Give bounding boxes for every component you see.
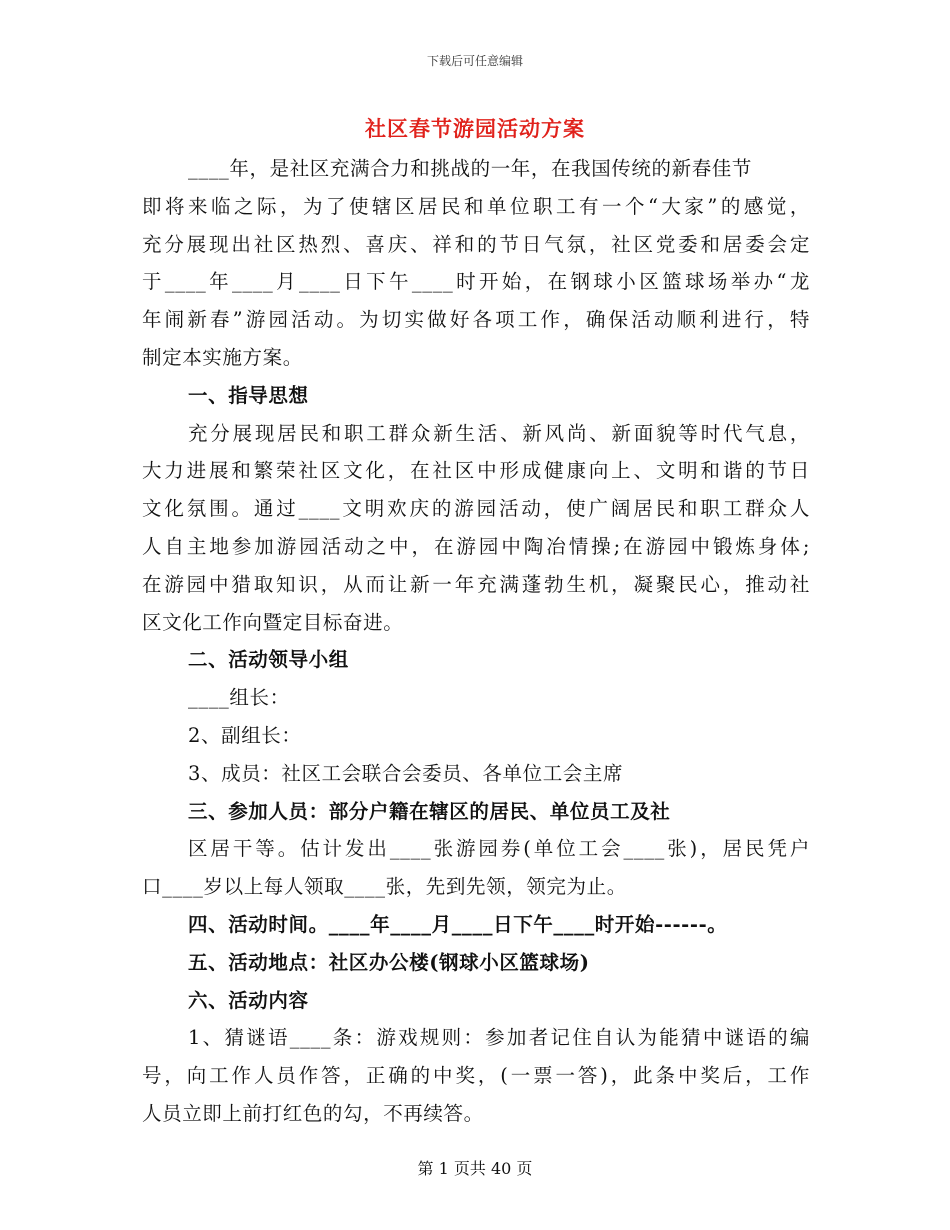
paragraph-line: 口____岁以上每人领取____张，先到先领，领完为止。 — [142, 875, 627, 899]
paragraph-line: 大力进展和繁荣社区文化，在社区中形成健康向上、文明和谐的节日 — [142, 459, 810, 483]
paragraph-line: ____年，是社区充满合力和挑战的一年，在我国传统的新春佳节 — [188, 157, 753, 180]
paragraph-line: 区文化工作向暨定目标奋进。 — [142, 610, 404, 634]
paragraph-line: 区居干等。估计发出____张游园券(单位工会____张)，居民凭户 — [188, 837, 810, 861]
paragraph-line: 年闹新春”游园活动。为切实做好各项工作，确保活动顺利进行，特 — [142, 308, 810, 332]
section-heading: 二、活动领导小组 — [188, 648, 349, 672]
paragraph-line: 即将来临之际，为了使辖区居民和单位职工有一个“大家”的感觉， — [142, 194, 810, 218]
list-item: 3、成员：社区工会联合会委员、各单位工会主席 — [188, 761, 624, 785]
paragraph-line: 充分展现出社区热烈、喜庆、祥和的节日气氛，社区党委和居委会定 — [142, 232, 810, 256]
paragraph-line: 号，向工作人员作答，正确的中奖，(一票一答)，此条中奖后，工作 — [142, 1064, 810, 1088]
paragraph-line: 充分展现居民和职工群众新生活、新风尚、新面貌等时代气息， — [188, 421, 810, 445]
paragraph-line: 1、猜谜语____条：游戏规则：参加者记住自认为能猜中谜语的编 — [188, 1026, 810, 1050]
paragraph-line: 于____年____月____日下午____时开始，在钢球小区篮球场举办“龙 — [142, 270, 810, 294]
list-item: 2、副组长： — [188, 723, 302, 747]
document-title: 社区春节游园活动方案 — [365, 116, 585, 141]
list-item: ____组长： — [188, 686, 290, 710]
document-body — [142, 150, 810, 1133]
section-heading: 五、活动地点：社区办公楼(钢球小区篮球场) — [188, 950, 590, 974]
section-heading: 四、活动时间。____年____月____日下午____时开始------。 — [188, 912, 728, 936]
paragraph-line: 人自主地参加游园活动之中，在游园中陶冶情操;在游园中锻炼身体; — [142, 534, 810, 558]
paragraph-line: 在游园中猎取知识，从而让新一年充满蓬勃生机，凝聚民心，推动社 — [142, 572, 810, 596]
page-header-note: 下载后可任意编辑 — [426, 54, 523, 68]
paragraph-line: 文化氛围。通过____文明欢庆的游园活动，使广阔居民和职工群众人 — [142, 497, 810, 521]
section-heading: 一、指导思想 — [188, 383, 309, 407]
paragraph-line: 人员立即上前打红色的勾，不再续答。 — [142, 1101, 484, 1125]
section-heading: 六、活动内容 — [188, 988, 309, 1012]
page-footer: 第 1 页共 40 页 — [417, 1159, 533, 1178]
section-heading: 三、参加人员：部分户籍在辖区的居民、单位员工及社 — [188, 799, 671, 823]
paragraph-line: 制定本实施方案。 — [142, 345, 303, 369]
